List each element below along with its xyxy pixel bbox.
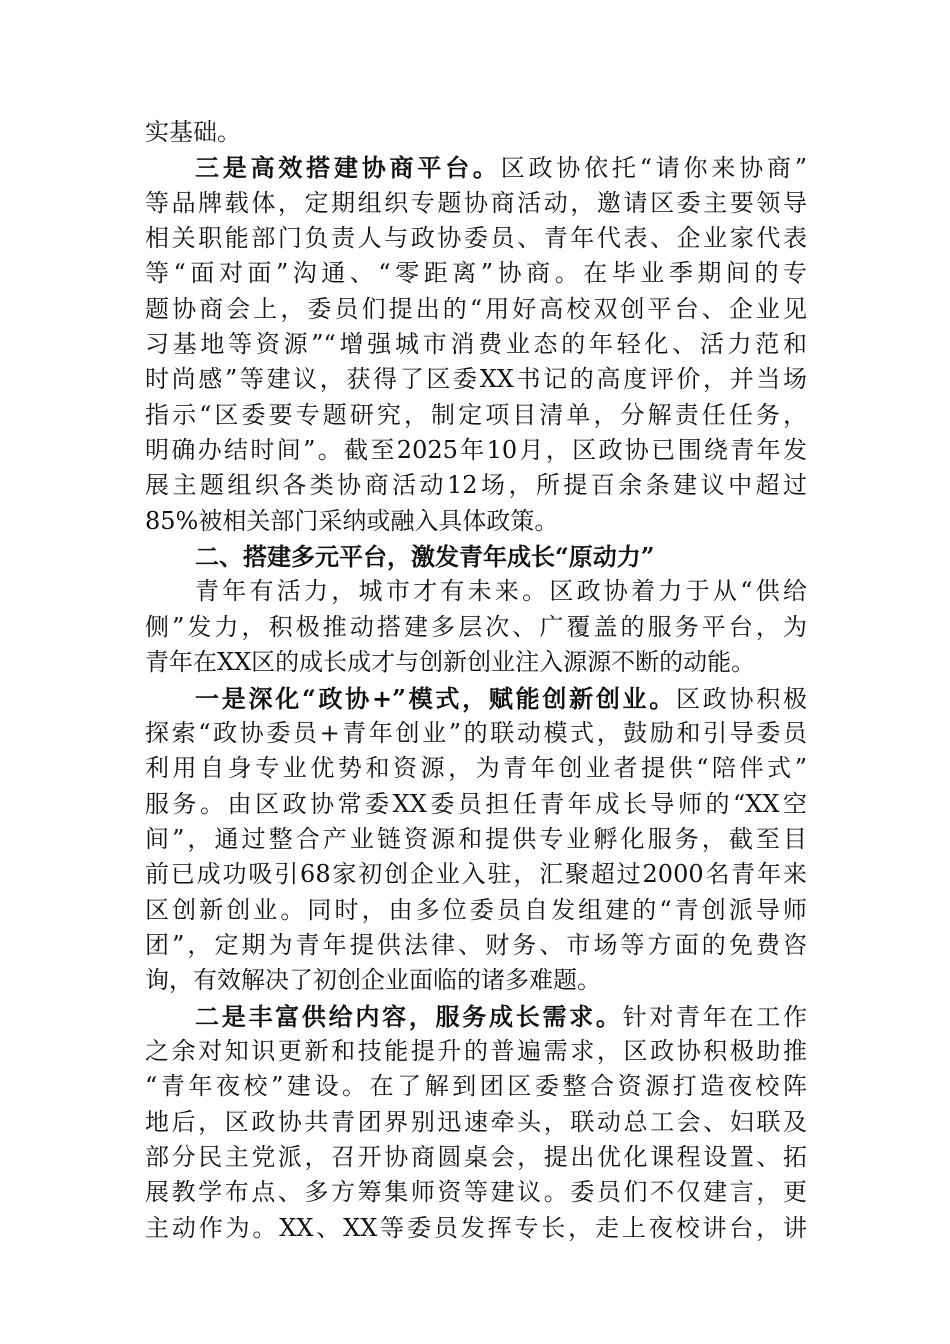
body-text: 团”，定期为青年提供法律、财务、市场等方面的免费咨 [145, 930, 807, 959]
body-text: 地后，区政协共青团界别迅速牵头，联动总工会、妇联及 [145, 1107, 807, 1136]
text-line [145, 292, 807, 327]
body-text: 前已成功吸引68家初创企业入驻，汇聚超过2000名青年来 [145, 860, 807, 889]
document-page [145, 115, 807, 1246]
text-line [145, 716, 807, 751]
paragraph [145, 150, 807, 539]
text-line [145, 468, 807, 503]
text-line [145, 150, 807, 185]
body-text: “青年夜校”建设。在了解到团区委整合资源打造夜校阵 [145, 1072, 807, 1101]
body-text: 题协商会上，委员们提出的“用好高校双创平台、企业见 [145, 294, 807, 323]
body-text: 主动作为。XX、XX等委员发挥专长，走上夜校讲台，讲 [145, 1213, 807, 1242]
text-line [145, 681, 807, 716]
text-line [145, 362, 807, 397]
paragraph [145, 115, 807, 150]
text-line [145, 1069, 807, 1104]
body-text: 之余对知识更新和技能提升的普遍需求，区政协积极助推 [145, 1036, 807, 1065]
text-line [145, 504, 807, 539]
paragraph [145, 999, 807, 1246]
text-line [145, 1034, 807, 1069]
body-text: 区创新创业。同时，由多位委员自发组建的“青创派导师 [145, 895, 807, 924]
text-line [145, 928, 807, 963]
body-text: 青年有活力，城市才有未来。区政协着力于从“供给 [195, 577, 807, 606]
text-line [145, 1105, 807, 1140]
body-text: 实基础。 [145, 118, 241, 146]
text-line [145, 751, 807, 786]
text-line [145, 893, 807, 928]
text-line [145, 539, 807, 574]
body-text: 服务。由区政协常委XX委员担任青年成长导师的“XX空 [145, 789, 807, 818]
body-text: 展教学布点、多方筹集师资等建议。委员们不仅建言，更 [145, 1178, 807, 1207]
paragraph [145, 574, 807, 680]
body-text: 探索“政协委员+青年创业”的联动模式，鼓励和引导委员 [145, 718, 807, 747]
body-text: 相关职能部门负责人与政协委员、青年代表、企业家代表 [145, 224, 807, 253]
body-text: 85%被相关部门采纳或融入具体政策。 [145, 506, 559, 535]
text-line [145, 398, 807, 433]
body-text: 区政协积极 [676, 684, 808, 713]
body-text: 青年在XX区的成长成才与创新创业注入源源不断的动能。 [145, 648, 756, 677]
lead-phrase: 三是高效搭建协商平台。 [195, 153, 501, 183]
text-line [145, 787, 807, 822]
text-line [145, 256, 807, 291]
text-line [145, 327, 807, 362]
body-text: 部分民主党派，召开协商圆桌会，提出优化课程设置、拓 [145, 1142, 807, 1171]
body-text: 利用自身专业优势和资源，为青年创业者提供“陪伴式” [145, 754, 807, 783]
text-line [145, 963, 807, 998]
text-line [145, 574, 807, 609]
body-text: 指示“区委要专题研究，制定项目清单，分解责任任务， [145, 400, 807, 429]
text-line [145, 115, 807, 150]
body-text: 等“面对面”沟通、“零距离”协商。在毕业季期间的专 [145, 259, 807, 288]
text-line [145, 1140, 807, 1175]
lead-phrase: 二是丰富供给内容，服务成长需求。 [195, 1001, 623, 1031]
text-line [145, 610, 807, 645]
section-heading [145, 539, 807, 574]
heading-text: 二、搭建多元平台，激发青年成长“原动力” [195, 542, 655, 572]
body-text: 明确办结时间”。截至2025年10月，区政协已围绕青年发 [145, 436, 807, 465]
body-text: 展主题组织各类协商活动12场，所提百余条建议中超过 [145, 471, 807, 500]
text-line [145, 433, 807, 468]
text-line [145, 822, 807, 857]
body-text: 针对青年在工作 [622, 1002, 808, 1031]
body-text: 间”，通过整合产业链资源和提供专业孵化服务，截至目 [145, 824, 807, 853]
body-text: 区政协依托“请你来协商” [500, 154, 807, 183]
text-line [145, 221, 807, 256]
text-line [145, 1175, 807, 1210]
lead-phrase: 一是深化“政协+”模式，赋能创新创业。 [195, 683, 677, 713]
text-line [145, 645, 807, 680]
text-line [145, 999, 807, 1034]
text-line [145, 1211, 807, 1246]
text-line [145, 857, 807, 892]
body-text: 等品牌载体，定期组织专题协商活动，邀请区委主要领导 [145, 188, 807, 217]
text-line [145, 186, 807, 221]
body-text: 询，有效解决了初创企业面临的诸多难题。 [145, 966, 601, 995]
body-text: 时尚感”等建议，获得了区委XX书记的高度评价，并当场 [145, 365, 807, 394]
body-text: 侧”发力，积极推动搭建多层次、广覆盖的服务平台，为 [145, 612, 807, 641]
body-text: 习基地等资源”“增强城市消费业态的年轻化、活力范和 [145, 330, 807, 359]
paragraph [145, 681, 807, 999]
